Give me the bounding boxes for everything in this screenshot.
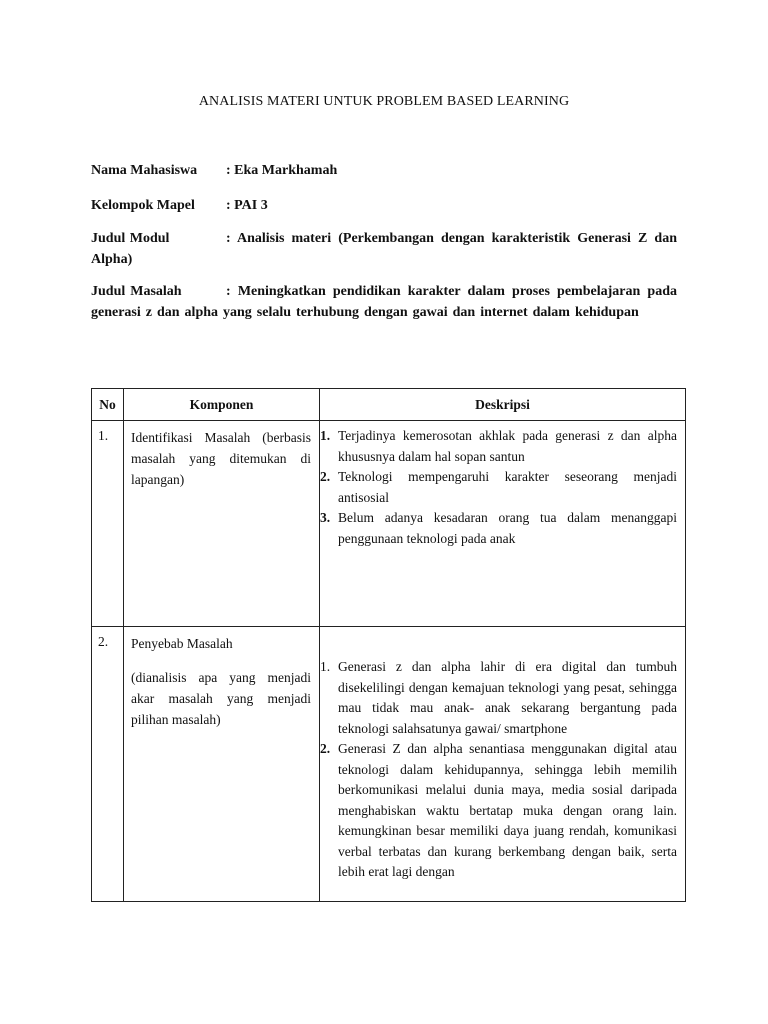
meta-kelompok-value: : PAI 3 [226,198,268,213]
table-row [92,421,686,627]
item-text: Terjadinya kemerosotan akhlak pada generasi z dan alpha khususnya dalam hal sopan santun [338,428,677,464]
analysis-table [91,388,686,902]
komponen-text: Identifikasi Masalah (berbasis masalah yang ditemukan di lapangan) [131,430,311,487]
list-item [320,657,677,739]
deskripsi-list [320,426,677,549]
item-text: Belum adanya kesadaran orang tua dalam menanggapi penggunaan teknologi pada anak [338,510,677,546]
row-number: 1. [92,421,124,627]
meta-modul-label: Judul Modul [91,231,170,246]
meta-kelompok [91,195,677,216]
meta-kelompok-label: Kelompok Mapel [91,198,195,213]
list-item [320,426,677,467]
item-number: 1. [320,428,331,443]
item-text: Generasi z dan alpha lahir di era digital dan tumbuh disekelilingi dengan kemajuan teknologi yang pesat, sehingga mau tidak mau anak- anak sekarang bergantung pada teknologi salahsatunya gawai/ smartphone [338,659,677,736]
meta-nama-value: : Eka Markhamah [226,163,338,178]
list-item [320,467,677,508]
item-number: 1. [320,659,331,674]
meta-masalah [91,281,677,323]
item-text: Generasi Z dan alpha senantiasa menggunakan digital atau teknologi dalam kehidupannya, sehingga lebih memilih berkomunikasi melalui dunia maya, media sosial daripada menghabiskan waktu bertatap muka dengan orang lain. kemungkinan besar memiliki daya juang rendah, komunikasi verbal terbatas dan kurang berkembang dengan baik, serta lebih erat lagi dengan [338,741,677,879]
header-komponen: Komponen [124,389,320,421]
document-title: ANALISIS MATERI UNTUK PROBLEM BASED LEARNING [198,94,570,109]
header-deskripsi: Deskripsi [320,389,686,421]
meta-modul [91,228,677,270]
list-item [320,508,677,549]
row-komponen [124,421,320,627]
item-number: 2. [320,741,331,756]
list-item [320,739,677,883]
meta-masalah-label: Judul Masalah [91,284,182,299]
meta-nama-label: Nama Mahasiswa [91,163,198,178]
row-deskripsi [320,627,686,902]
meta-masalah-value: : Meningkatkan pendidikan karakter dalam proses pembelajaran pada generasi z dan alpha yang selalu terhubung dengan gawai dan internet dalam kehidupan [91,284,677,320]
item-number: 3. [320,510,331,525]
row-number: 2. [92,627,124,902]
item-number: 2. [320,469,331,484]
header-no: No [92,389,124,421]
meta-modul-value: : Analisis materi (Perkembangan dengan karakteristik Generasi Z dan Alpha) [91,231,677,267]
row-komponen [124,627,320,902]
table-row [92,627,686,902]
row-deskripsi [320,421,686,627]
meta-nama [91,160,677,181]
deskripsi-list [320,657,677,883]
komponen-text: Penyebab Masalah [131,636,233,651]
item-text: Teknologi mempengaruhi karakter seseorang menjadi antisosial [338,469,677,505]
table-header-row [92,389,686,421]
komponen-note: (dianalisis apa yang menjadi akar masalah yang menjadi pilihan masalah) [131,670,311,727]
